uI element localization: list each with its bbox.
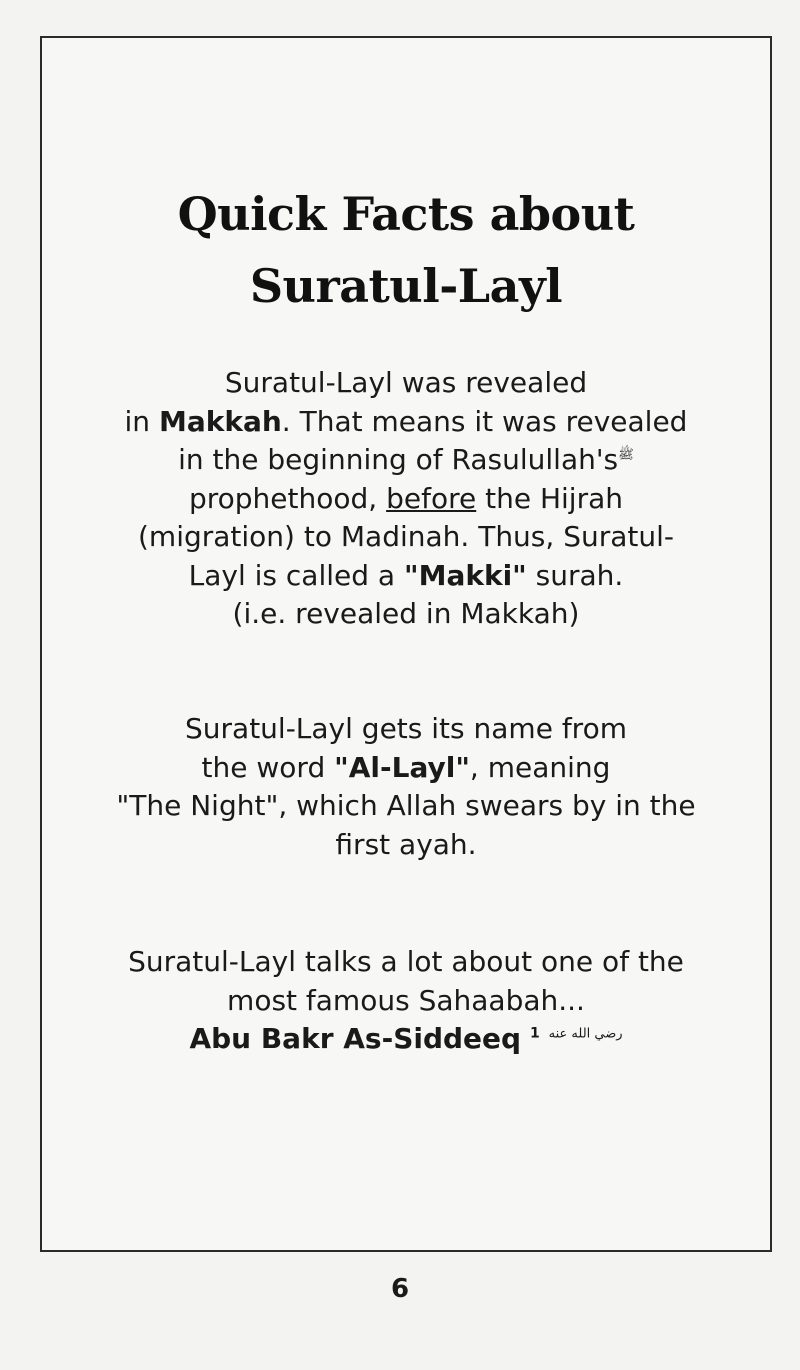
text-span: surah. — [526, 558, 624, 592]
page-number: 6 — [390, 1274, 410, 1304]
text-span: in — [124, 404, 159, 438]
radiallahu-honorific: رضي الله عنه — [548, 1026, 623, 1042]
page-title — [42, 178, 770, 322]
text-line: "The Night", which Allah swears by in the — [116, 789, 696, 822]
text-span: , meaning — [469, 750, 611, 784]
page-frame — [40, 36, 772, 1252]
emphasis-abu-bakr: Abu Bakr As-Siddeeq — [189, 1022, 522, 1055]
text-line: (i.e. revealed in Makkah) — [232, 597, 580, 630]
text-span: in the beginning of Rasulullah's — [178, 443, 619, 476]
text-line: most famous Sahaabah... — [227, 983, 585, 1017]
emphasis-al-layl: "Al-Layl" — [334, 750, 470, 784]
underlined-before: before — [386, 481, 477, 515]
paragraph-name-origin — [42, 710, 770, 864]
text-line — [42, 1020, 770, 1059]
text-span: . That means it was revealed — [281, 404, 688, 438]
text-line — [42, 480, 770, 519]
text-line: Suratul-Layl was revealed — [224, 366, 588, 399]
paragraph-revelation — [42, 364, 770, 634]
salawat-honorific: ﷺ — [618, 447, 634, 463]
text-line — [42, 557, 770, 596]
text-span: Layl is called a — [188, 558, 404, 592]
text-span: the word — [201, 750, 335, 784]
text-line: (migration) to Madinah. Thus, Suratul- — [138, 520, 674, 553]
text-line — [42, 441, 770, 480]
title-line-2: Suratul-Layl — [249, 259, 563, 313]
text-line: Suratul-Layl talks a lot about one of the — [128, 945, 684, 978]
text-line — [42, 749, 770, 788]
text-span: prophethood, — [188, 481, 387, 515]
footnote-marker: 1 — [529, 1025, 540, 1042]
title-line-1: Quick Facts about — [177, 187, 635, 241]
text-line: Suratul-Layl gets its name from — [185, 712, 627, 745]
text-line — [42, 403, 770, 442]
text-line: first ayah. — [335, 827, 477, 861]
paragraph-sahaabah — [42, 943, 770, 1059]
emphasis-makki: "Makki" — [404, 558, 527, 592]
emphasis-makkah: Makkah — [158, 404, 282, 438]
text-span: the Hijrah — [476, 481, 623, 515]
